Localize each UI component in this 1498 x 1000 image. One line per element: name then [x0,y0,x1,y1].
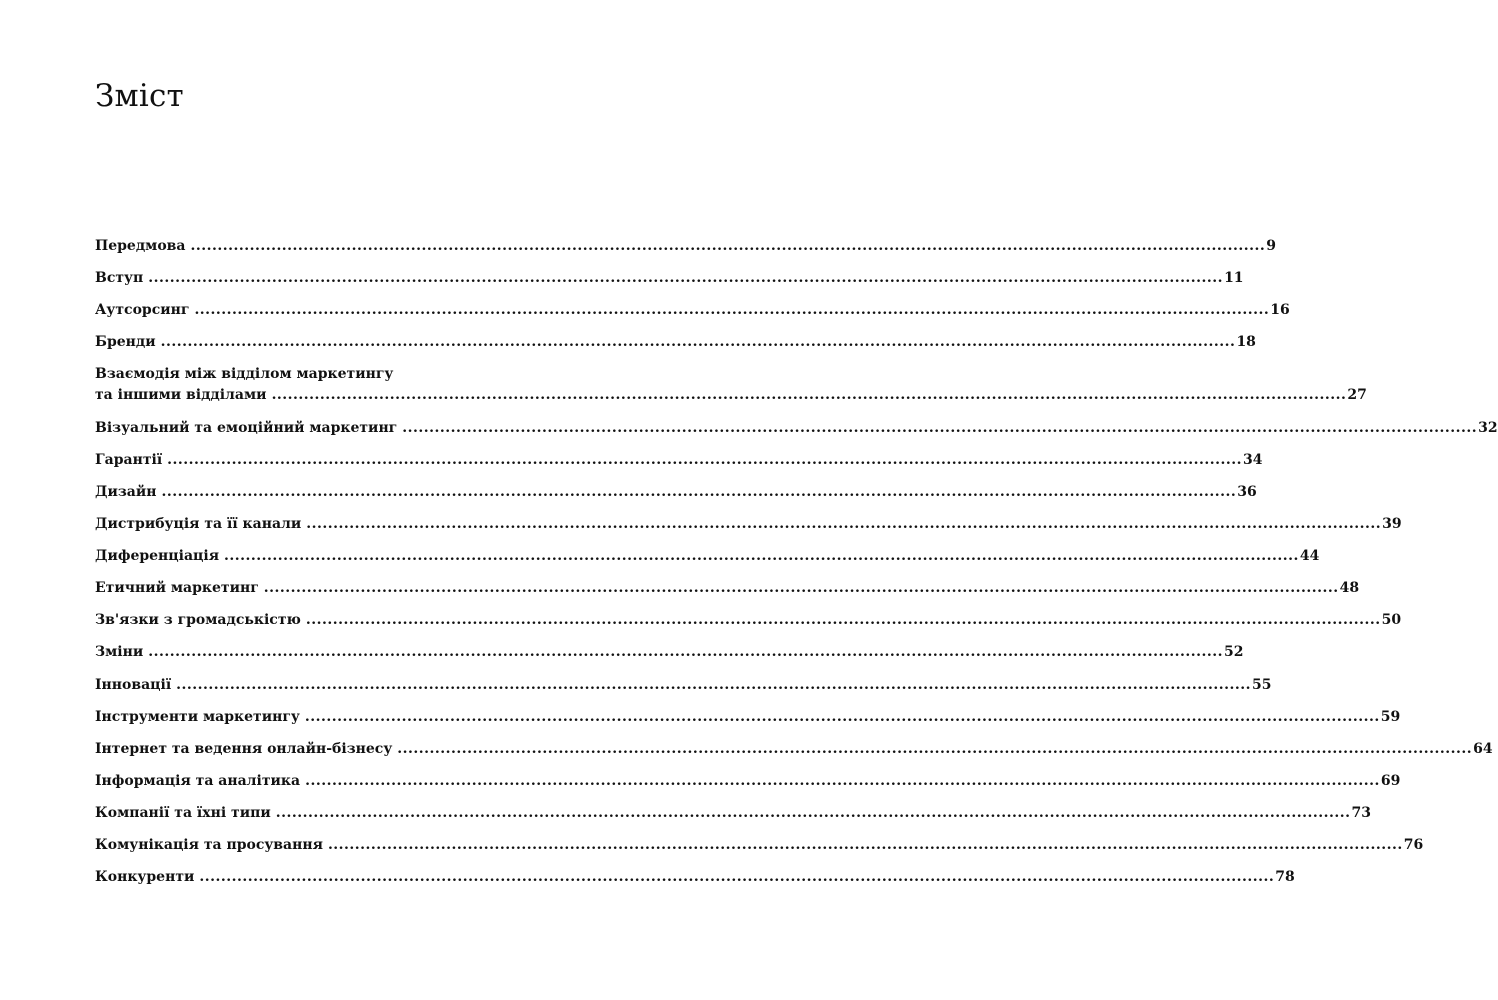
toc-entry [95,610,1402,642]
toc-entry-title: та іншими відділами [95,387,267,404]
toc-dot-leader: ........................................................................................................................................................................................................ [306,516,1382,533]
toc-entry [95,482,1257,514]
toc-entry [95,546,1320,578]
toc-entry [95,867,1295,899]
toc-page-number: 50 [1381,612,1402,629]
toc-page-number: 59 [1380,708,1401,725]
toc-entry [95,739,1493,771]
toc-page-number: 78 [1275,869,1295,886]
toc-page-number: 73 [1351,804,1372,821]
toc-entry-title: Гарантії [95,451,163,468]
toc-entry [95,332,1256,364]
toc-entry-title: Дистрибуція та її канали [95,516,302,533]
toc-dot-leader: ........................................................................................................................................................................................................ [305,772,1380,789]
toc-entry-title: Дизайн [95,483,157,500]
toc-entry [95,268,1244,300]
toc-page-number: 76 [1403,836,1424,853]
toc-entry-title: Вступ [95,270,144,287]
toc-entry [95,450,1263,482]
toc-entry [95,835,1424,867]
table-of-contents [95,236,1498,899]
toc-entry-title: Інтернет та ведення онлайн-бізнесу [95,740,393,757]
toc-page-number: 48 [1339,580,1360,597]
toc-page-number: 69 [1380,772,1401,789]
toc-entry-title: Етичний маркетинг [95,580,259,597]
toc-entry-title: Компанії та їхні типи [95,804,271,821]
toc-page-number: 52 [1224,644,1244,661]
toc-dot-leader: ........................................................................................................................................................................................................ [327,836,1403,853]
toc-dot-leader: ........................................................................................................................................................................................................ [275,804,1351,821]
toc-page-number: 64 [1473,740,1493,757]
toc-dot-leader: ........................................................................................................................................................................................................ [224,548,1299,565]
toc-entry-title: Візуальний та емоційний маркетинг [95,419,398,436]
toc-entry-title: Диференціація [95,548,220,565]
toc-page-number: 44 [1299,548,1320,565]
toc-page-number: 34 [1242,451,1263,468]
toc-page-number: 16 [1270,302,1290,319]
toc-dot-leader: ........................................................................................................................................................................................................ [194,302,1270,319]
toc-entry-title: Інновації [95,676,172,693]
toc-dot-leader: ........................................................................................................................................................................................................ [271,387,1347,404]
toc-entry-title: Зміни [95,644,144,661]
toc-page-number: 27 [1347,387,1367,404]
toc-page-number: 9 [1266,238,1277,254]
toc-entry [95,418,1498,450]
toc-dot-leader: ........................................................................................................................................................................................................ [199,869,1275,886]
toc-dot-leader: ........................................................................................................................................................................................................ [148,644,1224,661]
toc-dot-leader: ........................................................................................................................................................................................................ [263,580,1339,597]
toc-entry-title-line1: Взаємодія між відділом маркетингу [95,366,394,383]
toc-entry-title: Аутсорсинг [95,302,190,319]
toc-entry-title: Комунікація та просування [95,836,323,853]
toc-entry [95,514,1402,546]
toc-entry [95,642,1244,674]
toc-dot-leader: ........................................................................................................................................................................................................ [402,419,1478,436]
toc-dot-leader: ........................................................................................................................................................................................................ [148,270,1224,287]
toc-entry-title: Інформація та аналітика [95,772,301,789]
toc-page-number: 32 [1478,419,1498,436]
toc-entry [95,675,1272,707]
toc-page-number: 18 [1236,334,1256,351]
toc-entry-title: Конкуренти [95,869,195,886]
toc-entry [95,578,1360,610]
page-title: Зміст [95,78,184,114]
toc-entry-title: Передмова [95,238,186,254]
toc-entry-title: Зв'язки з громадськістю [95,612,301,629]
toc-entry [95,771,1401,803]
toc-page-number: 36 [1237,483,1257,500]
toc-entry [95,364,1367,417]
toc-page-number: 11 [1224,270,1244,287]
toc-page-number: 55 [1251,676,1272,693]
toc-dot-leader: ........................................................................................................................................................................................................ [160,334,1236,351]
toc-dot-leader: ........................................................................................................................................................................................................ [305,612,1381,629]
toc-entry [95,803,1372,835]
toc-dot-leader: ........................................................................................................................................................................................................ [304,708,1380,725]
toc-entry [95,707,1401,739]
toc-page-number: 39 [1382,516,1402,533]
toc-dot-leader: ........................................................................................................................................................................................................ [167,451,1242,468]
toc-entry [95,236,1277,268]
toc-entry-title: Бренди [95,334,156,351]
toc-entry-title: Інструменти маркетингу [95,708,300,725]
toc-dot-leader: ........................................................................................................................................................................................................ [176,676,1251,693]
toc-dot-leader: ........................................................................................................................................................................................................ [397,740,1473,757]
toc-dot-leader: ........................................................................................................................................................................................................ [190,238,1266,254]
toc-entry [95,300,1290,332]
toc-dot-leader: ........................................................................................................................................................................................................ [161,483,1237,500]
